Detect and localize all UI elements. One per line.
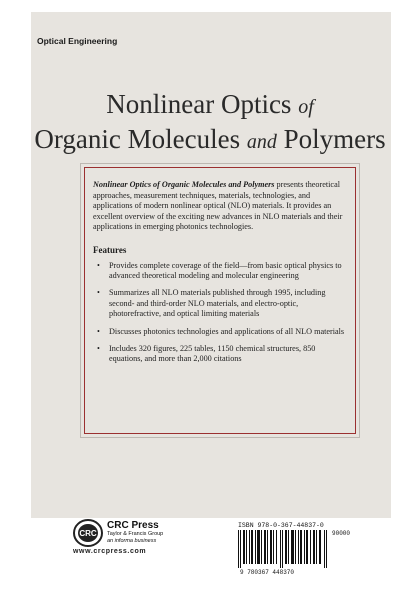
- feature-item: [93, 261, 346, 282]
- bullet-icon: •: [97, 343, 100, 353]
- title-connector: and: [246, 131, 277, 153]
- description-text: [93, 180, 346, 233]
- features-list: [93, 261, 346, 365]
- barcode-icon: [238, 530, 330, 568]
- bullet-icon: •: [97, 326, 100, 336]
- book-title: [30, 88, 390, 158]
- title-connector: of: [298, 96, 314, 118]
- publisher-tagline: an informa business: [107, 538, 157, 544]
- features-heading: Features: [93, 244, 127, 255]
- description-body: presents theoretical approaches, measurement techniques, materials, technologies, and applications of modern nonlinear optical (NLO) materials. It provides an excellent overview of the exciting new advances in NLO materials and their applications in emerging photonics technologies.: [93, 180, 343, 232]
- publisher-block: [107, 520, 163, 545]
- price-code: 90000: [332, 530, 351, 537]
- feature-item: [93, 344, 346, 365]
- publisher-url: www.crcpress.com: [73, 548, 147, 555]
- feature-text: Summarizes all NLO materials published through 1995, including second- and third-order NLO materials, and electro-optic, photorefractive, and optical limiting materials: [109, 288, 326, 319]
- crc-logo-icon: [73, 518, 105, 548]
- title-line-1: [30, 88, 390, 123]
- feature-text: Provides complete coverage of the field—from basic optical physics to advanced theoretical modeling and molecular engineering: [109, 260, 342, 281]
- title-line-2: [30, 123, 390, 158]
- bullet-icon: •: [97, 260, 100, 270]
- title-part: Organic Molecules: [34, 124, 241, 154]
- logo-text: CRC: [79, 529, 97, 538]
- description-lead: Nonlinear Optics of Organic Molecules and Polymers: [93, 180, 275, 189]
- series-label: Optical Engineering: [37, 36, 118, 46]
- title-part: Polymers: [283, 124, 386, 154]
- barcode-number: 9 780367 448370: [240, 569, 295, 576]
- isbn-label: ISBN 978-0-367-44837-0: [238, 522, 324, 529]
- feature-item: [93, 288, 346, 320]
- description-box: [93, 180, 346, 371]
- feature-text: Includes 320 figures, 225 tables, 1150 chemical structures, 850 equations, and more than 2,000 citations: [109, 343, 316, 364]
- feature-item: [93, 327, 346, 338]
- bullet-icon: •: [97, 288, 100, 298]
- feature-text: Discusses photonics technologies and applications of all NLO materials: [109, 326, 345, 336]
- title-part: Nonlinear Optics: [106, 89, 292, 119]
- publisher-group: Taylor & Francis Group: [107, 531, 164, 537]
- publisher-name: CRC Press: [107, 520, 159, 531]
